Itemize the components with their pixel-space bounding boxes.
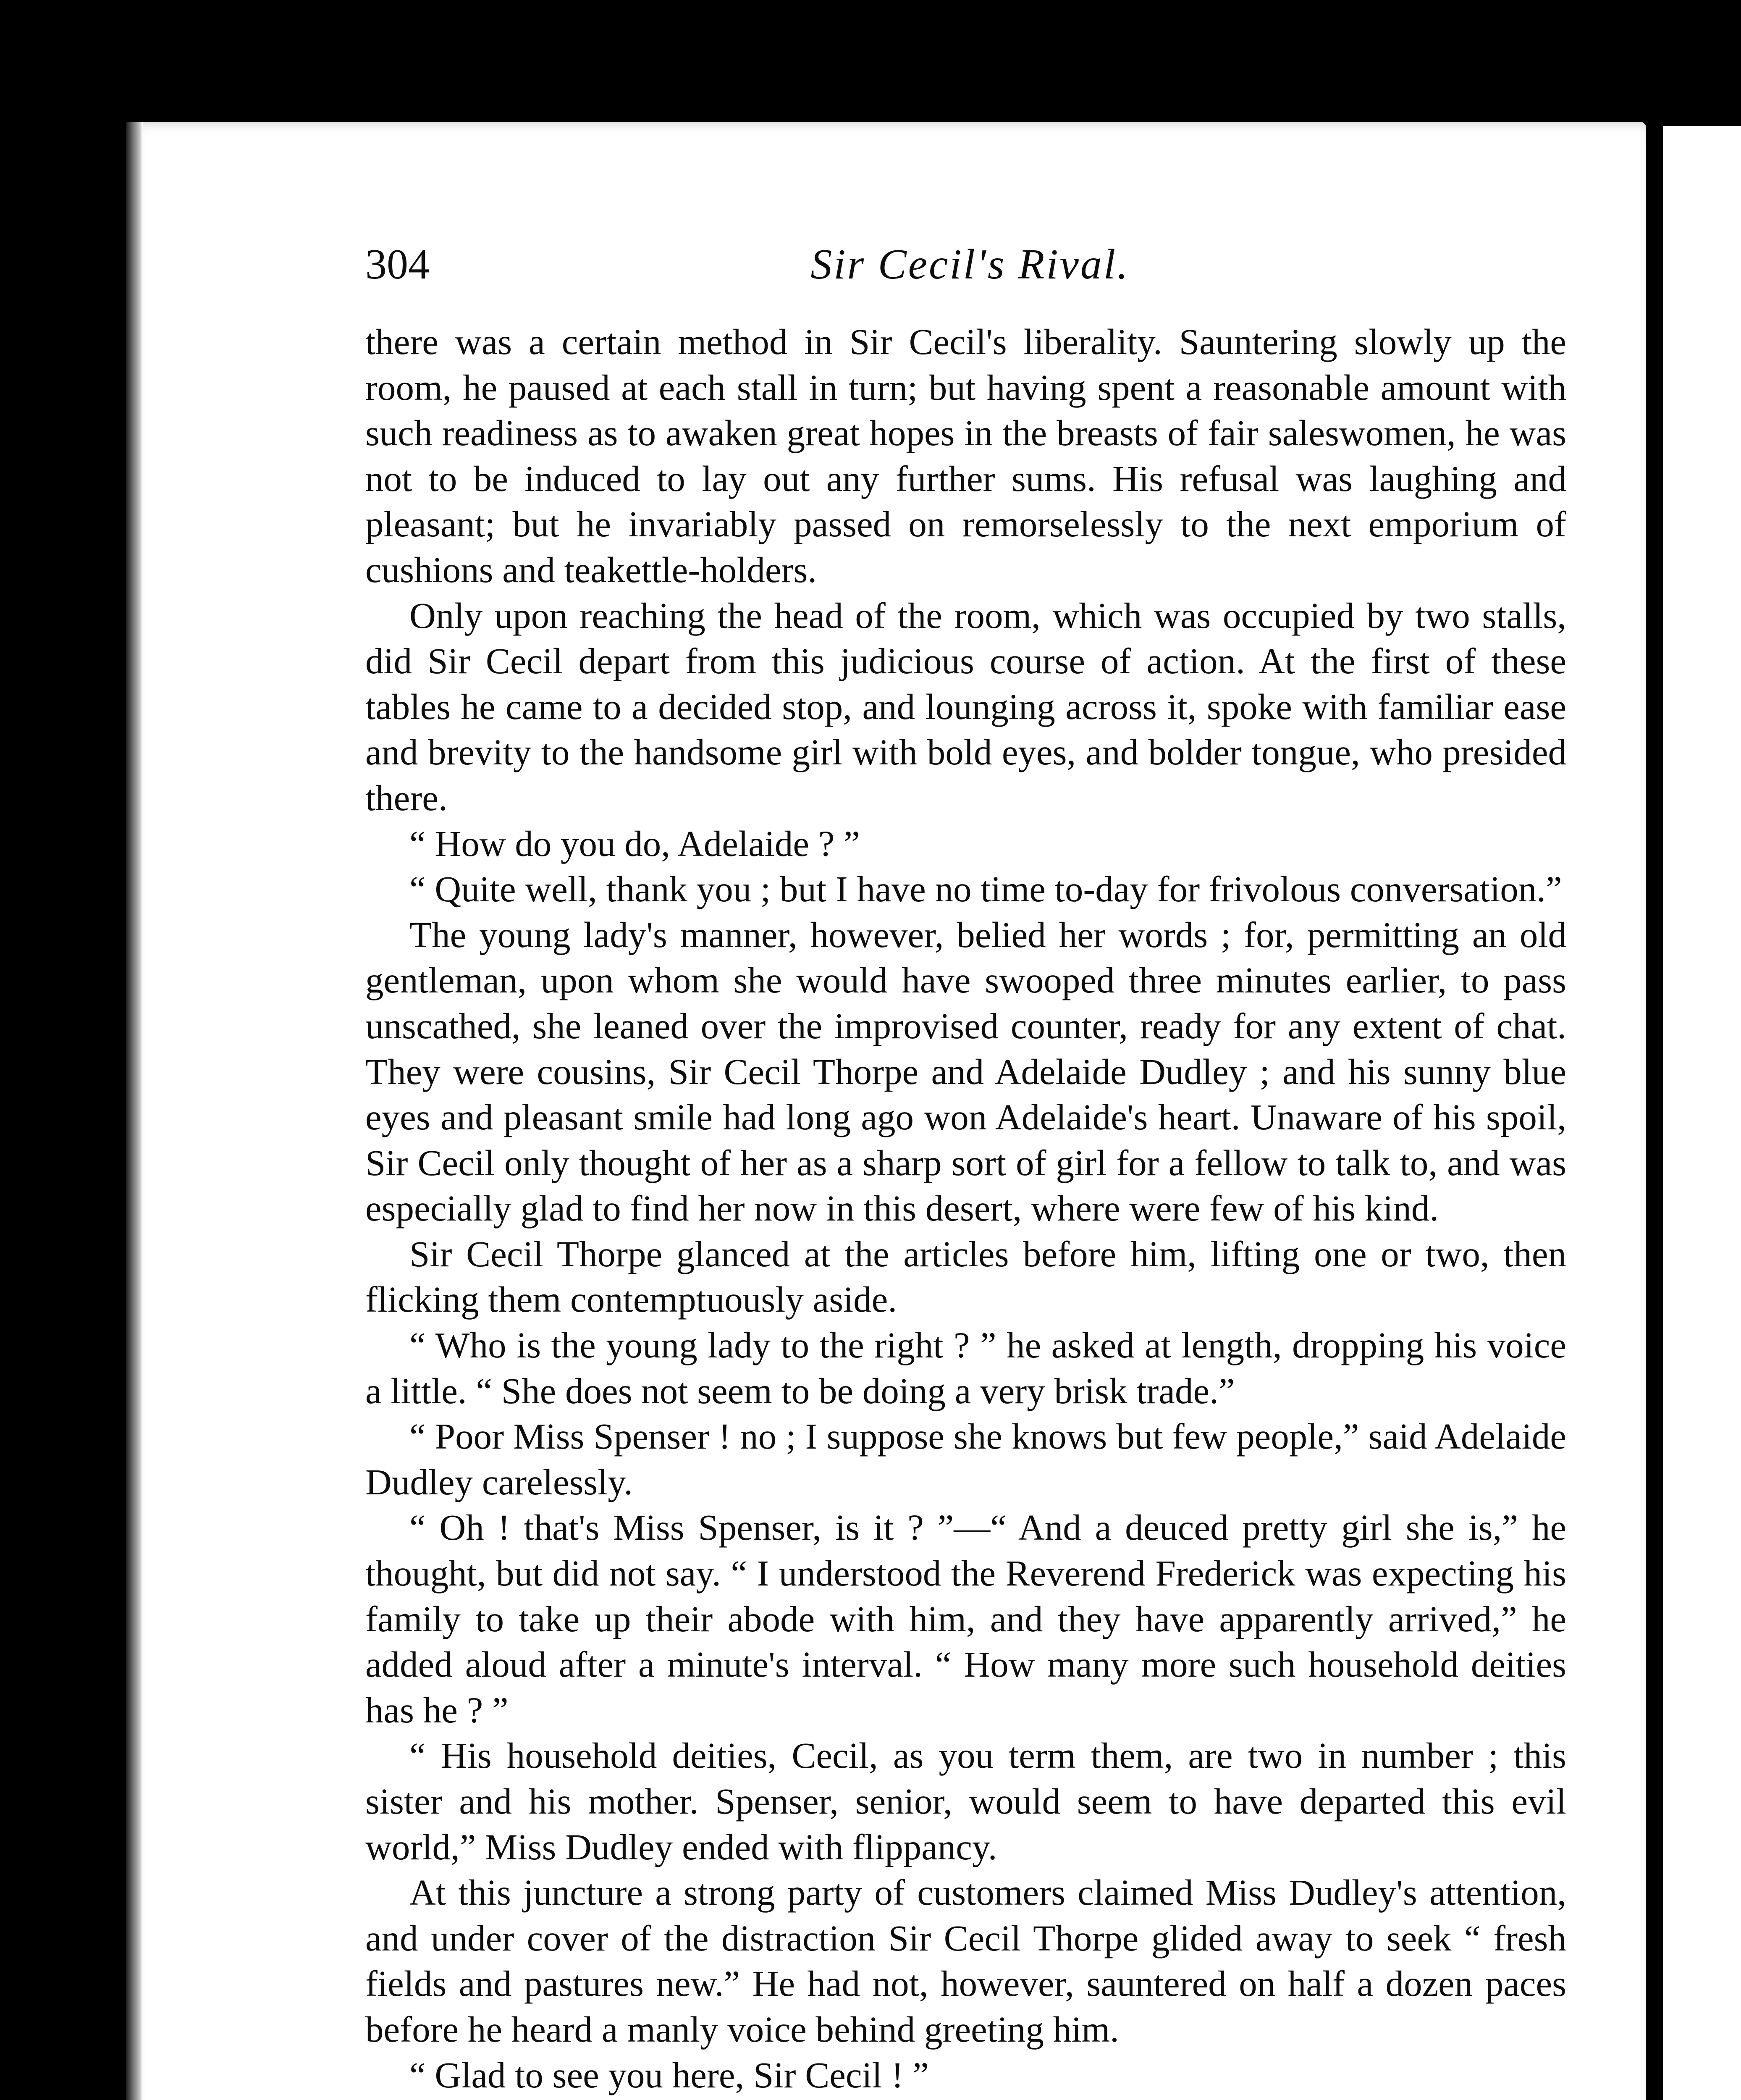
binding-gutter xyxy=(126,122,143,2100)
paragraph: “ Poor Miss Spenser ! no ; I suppose she knows but few people,” said Adelaide Dudley carelessly. xyxy=(365,1416,1566,1502)
paragraph: “ Who is the young lady to the right ? ” he asked at length, dropping his voice a little. “ She does not seem to be doing a very brisk trade.” xyxy=(365,1325,1566,1411)
paragraph: “ Oh ! that's Miss Spenser, is it ? ”—“ And a deuced pretty girl she is,” he thought, but did not say. “ I understood the Reverend Frederick was expecting his family to take up their abode with him, and they have apparently arrived,” he added aloud after a minute's interval. “ How many more such household deities has he ? ” xyxy=(365,1507,1566,1730)
paragraph: At this juncture a strong party of customers claimed Miss Dudley's attention, and under cover of the distraction Sir Cecil Thorpe glided away to seek “ fresh fields and pastures new.” He had not, however, sauntered on half a dozen paces before he heard a manly voice behind greeting him. xyxy=(365,1872,1566,2050)
page-number: 304 xyxy=(365,241,430,288)
paragraph: Only upon reaching the head of the room, which was occupied by two stalls, did Sir Cecil depart from this judicious course of action. At the first of these tables he came to a decided stop, and lounging across it, spoke with familiar ease and brevity to the handsome girl with bold eyes, and bolder tongue, who presided there. xyxy=(365,595,1566,818)
adjacent-page-edge xyxy=(1663,126,1741,2100)
paragraph: “ Glad to see you here, Sir Cecil ! ” xyxy=(409,2054,929,2095)
paragraph: The young lady's manner, however, belied her words ; for, permitting an old gentleman, upon whom she would have swooped three minutes earlier, to pass unscathed, she leaned over the improvised counter, ready for any extent of chat. They were cousins, Sir Cecil Thorpe and Adelaide Dudley ; and his sunny blue eyes and pleasant smile had long ago won Adelaide's heart. Unaware of his spoil, Sir Cecil only thought of her as a sharp sort of girl for a fellow to talk to, and was especially glad to find her now in this desert, where were few of his kind. xyxy=(365,914,1566,1229)
paragraph: there was a certain method in Sir Cecil's liberality. Sauntering slowly up the room, he paused at each stall in turn; but having spent a reasonable amount with such readiness as to awaken great hopes in the breasts of fair saleswomen, he was not to be induced to lay out any further sums. His refusal was laughing and pleasant; but he invariably passed on remorselessly to the next emporium of cushions and teakettle-holders. xyxy=(365,321,1566,590)
body-text xyxy=(365,319,1566,2100)
page-header xyxy=(365,229,1575,300)
paragraph: “ His household deities, Cecil, as you term them, are two in number ; this sister and his mother. Spenser, senior, would seem to have departed this evil world,” Miss Dudley ended with flippancy. xyxy=(365,1735,1566,1867)
running-title: Sir Cecil's Rival. xyxy=(810,241,1130,288)
paragraph: “ Quite well, thank you ; but I have no time to-day for frivolous conversation.” xyxy=(409,869,1562,910)
paragraph: Sir Cecil Thorpe glanced at the articles before him, lifting one or two, then flicking them contemptuously aside. xyxy=(365,1233,1566,1320)
paragraph xyxy=(365,2098,1566,2100)
paragraph: “ How do you do, Adelaide ? ” xyxy=(409,823,860,864)
